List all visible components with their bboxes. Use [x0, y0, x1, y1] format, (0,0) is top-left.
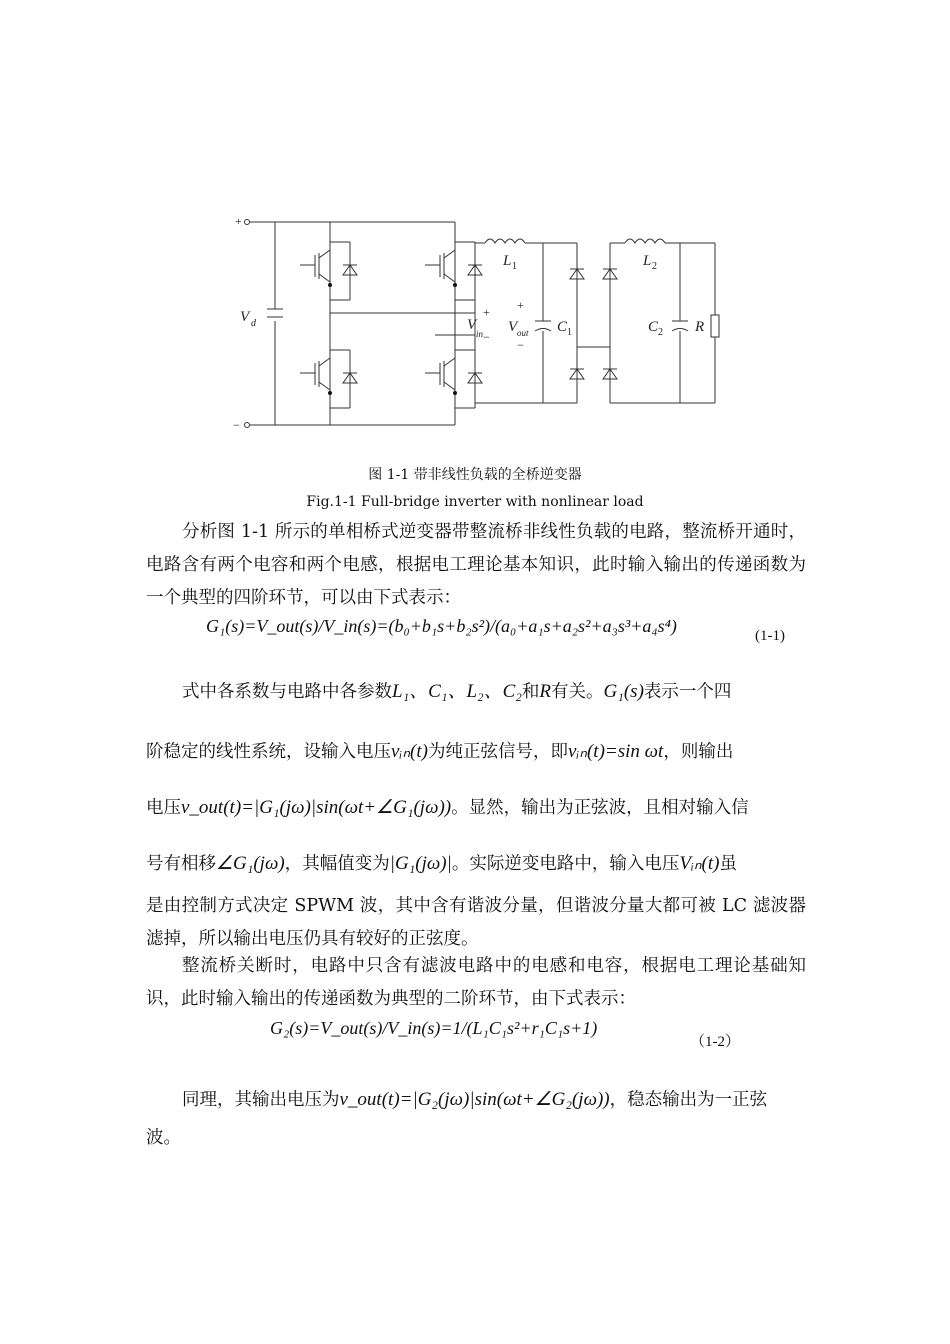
label-vout-plus: + [517, 298, 524, 312]
paragraph-1: 分析图 1-1 所示的单相桥式逆变器带整流桥非线性负载的电路，整流桥开通时，电路含有两个电容和两个电感，根据电工理论基本知识，此时输入输出的传递函数为一个典型的四阶环节，可以由下式表示： [146, 522, 806, 608]
paragraph-2-line-1: 式中各系数与电路中各参数L₁、C₁、L₂、C₂和R有关。G₁(s)表示一个四 [182, 681, 732, 702]
paragraph-4-line-1: 同理，其输出电压为v_out(t)=|G₂(jω)|sin(ωt+∠G₂(jω))，稳态输出为一正弦 [182, 1089, 768, 1110]
label-vd-sub: d [251, 318, 256, 329]
paragraph-2-line-2: 阶稳定的线性系统，设输入电压vᵢₙ(t)为纯正弦信号，即vᵢₙ(t)=sin ωt，则输出 [146, 741, 734, 762]
label-minus-in: − [233, 418, 240, 432]
paragraph-4-line-2: 波。 [146, 1128, 181, 1148]
label-vd: V [240, 309, 250, 325]
label-l1: L [503, 253, 512, 269]
equation-2-number: （1-2） [690, 1034, 740, 1050]
label-c1: C [557, 319, 568, 335]
paragraph-3: 整流桥关断时，电路中只含有滤波电路中的电感和电容，根据电工理论基础知识，此时输入输出的传递函数为典型的二阶环节，由下式表示： [146, 956, 806, 1009]
label-vout-sub: out [517, 328, 529, 338]
label-c2: C [648, 319, 659, 335]
label-l1-sub: 1 [512, 261, 517, 272]
label-vout-minus: − [517, 338, 524, 352]
input-terminal-minus [245, 423, 250, 428]
label-plus-in: + [235, 214, 242, 228]
figure-caption-en: Fig.1-1 Full-bridge inverter with nonlinear load [306, 494, 644, 510]
label-l2-sub: 2 [652, 261, 657, 272]
equation-1-number: (1-1) [755, 628, 785, 644]
paragraph-2-rest: 是由控制方式决定 SPWM 波，其中含有谐波分量，但谐波分量大都可被 LC 滤波器滤掉，所以输出电压仍具有较好的正弦度。 [146, 896, 806, 949]
circuit-diagram [225, 205, 730, 435]
label-c2-sub: 2 [658, 327, 663, 338]
label-vin-plus: + [483, 305, 490, 319]
label-r: R [695, 319, 705, 335]
label-c1-sub: 1 [567, 327, 572, 338]
label-vin-minus: − [483, 330, 490, 344]
equation-2: G₂(s)=V_out(s)/V_in(s)=1/(L₁C₁s²+r₁C₁s+1) [270, 1018, 598, 1038]
label-l2: L [643, 253, 652, 269]
paragraph-2-line-3: 电压v_out(t)=|G₁(jω)|sin(ωt+∠G₁(jω))。显然，输出为正弦波，且相对输入信 [146, 797, 749, 818]
equation-1: G₁(s)=V_out(s)/V_in(s)=(b₀+b₁s+b₂s²)/(a₀+a₁s+a₂s²+a₃s³+a₄s⁴) [206, 616, 677, 636]
label-vin-sub: in [476, 329, 484, 339]
label-vout: V [508, 319, 518, 335]
paragraph-2-line-4: 号有相移∠G₁(jω)，其幅值变为|G₁(jω)|。实际逆变电路中，输入电压Vᵢₙ(t)虽 [146, 853, 737, 874]
input-terminal-plus [245, 220, 250, 225]
figure-caption-cn: 图 1-1 带非线性负载的全桥逆变器 [368, 467, 582, 483]
label-vin: V [467, 317, 477, 333]
